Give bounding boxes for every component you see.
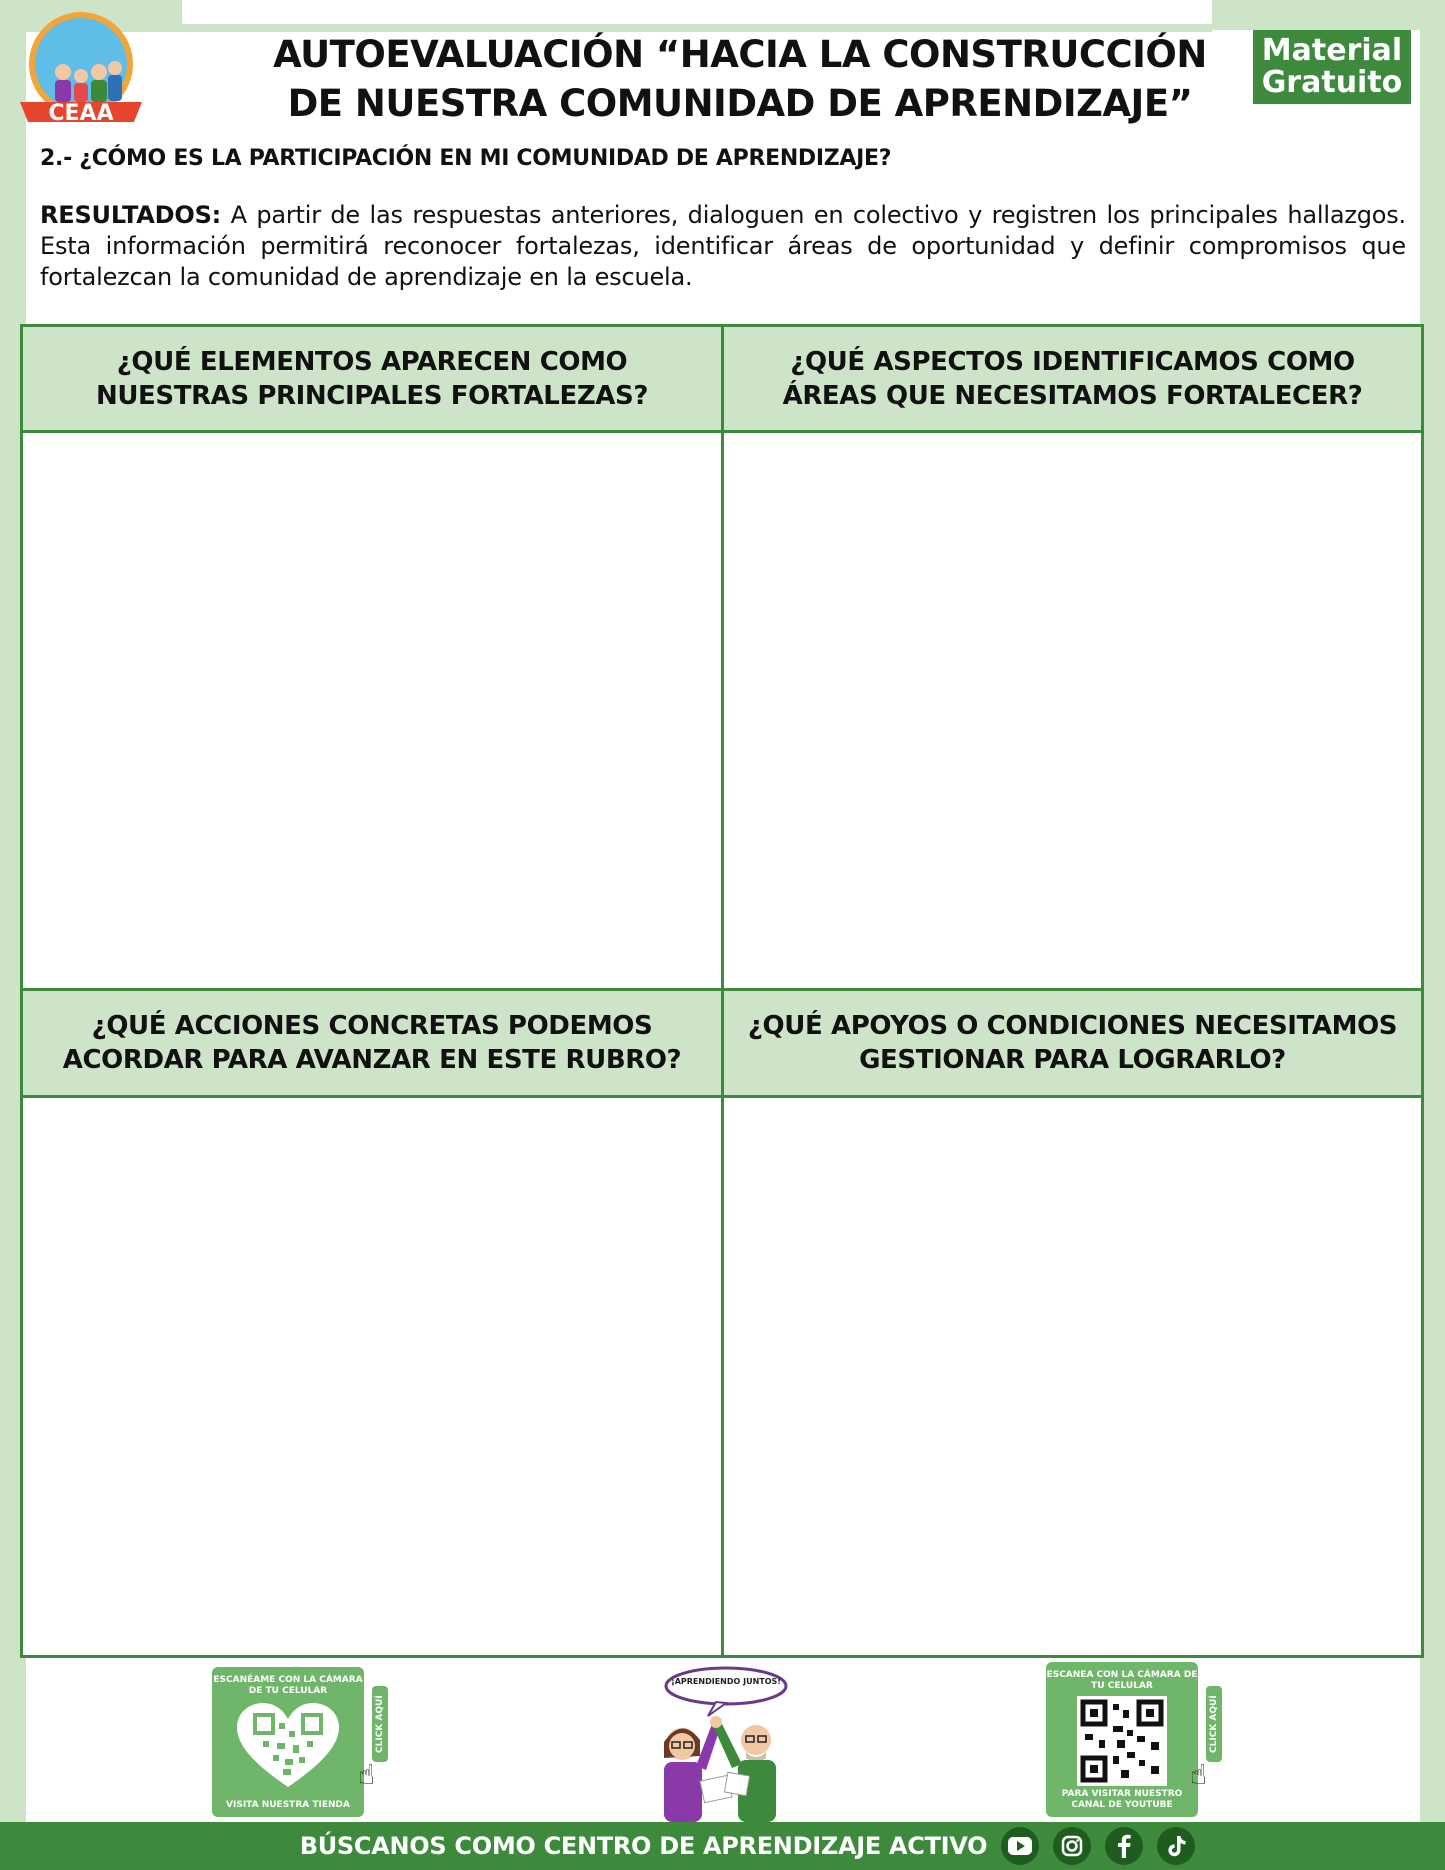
facebook-icon[interactable] [1105,1827,1143,1865]
q1-line-1: ¿QUÉ ELEMENTOS APARECEN COMO [116,346,628,377]
youtube-click-tab[interactable] [1206,1686,1222,1762]
store-qr-card[interactable] [212,1667,364,1817]
section-subtitle: 2.- ¿CÓMO ES LA PARTICIPACIÓN EN MI COMUNIDAD DE APRENDIZAJE? [40,146,892,171]
question-header-areas [724,327,1421,430]
title-line-1: AUTOEVALUACIÓN “HACIA LA CONSTRUCCIÓN [273,33,1207,76]
tiktok-icon[interactable] [1157,1827,1195,1865]
answer-area-actions[interactable] [23,1098,721,1655]
q2-line-1: ¿QUÉ ASPECTOS IDENTIFICAMOS COMO [790,346,1355,377]
answer-area-strengths[interactable] [23,433,721,988]
results-paragraph [40,200,1406,293]
question-header-supports [724,991,1421,1095]
youtube-qr-caption: ESCANEA CON LA CÁMARA DE TU CELULAR [1046,1670,1198,1691]
question-header-actions [23,991,721,1095]
youtube-qr-card[interactable] [1046,1662,1198,1817]
ceaa-logo [18,10,144,126]
page-title [200,30,1280,128]
q4-line-1: ¿QUÉ APOYOS O CONDICIONES NECESITAMOS [747,1011,1398,1041]
click-label: CLICK AQUÍ [375,1695,385,1753]
q4-line-2: GESTIONAR PARA LOGRARLO? [859,1045,1286,1075]
results-label: RESULTADOS: [40,201,222,229]
q3-line-2: ACORDAR PARA AVANZAR EN ESTE RUBRO? [62,1045,682,1075]
answer-area-supports[interactable] [724,1098,1421,1655]
badge-line-2: Gratuito [1261,65,1403,100]
store-qr-footer: VISITA NUESTRA TIENDA [226,1800,350,1810]
question-header-strengths [23,327,721,430]
pointer-hand-icon: ☝ [1190,1758,1208,1791]
title-line-2: DE NUESTRA COMUNIDAD DE APRENDIZAJE” [287,82,1193,125]
youtube-qr-footer: PARA VISITAR NUESTRO CANAL DE YOUTUBE [1061,1789,1183,1810]
pointer-hand-icon: ☝ [358,1758,376,1791]
badge-line-1: Material [1261,33,1403,68]
free-material-badge [1253,30,1411,104]
click-label: CLICK AQUÍ [1209,1695,1219,1753]
logo-text: CEAA [48,101,114,126]
learning-together-illustration [646,1666,792,1822]
q2-line-2: ÁREAS QUE NECESITAMOS FORTALECER? [782,380,1363,411]
answer-area-areas[interactable] [724,433,1421,988]
store-qr-caption: ESCANÉAME CON LA CÁMARA DE TU CELULAR [213,1675,363,1696]
youtube-icon[interactable] [1001,1827,1039,1865]
instagram-icon[interactable] [1053,1827,1091,1865]
footer-bar-text: BÚSCANOS COMO CENTRO DE APRENDIZAJE ACTIVO [299,1832,988,1860]
results-text: A partir de las respuestas anteriores, dialoguen en colectivo y registren los principales hallazgos. Esta información permitirá reconocer fortalezas, identificar áreas de oportunidad y definir compromisos que fortalezcan la comunidad de aprendizaje en la escuela. [40,201,1406,291]
bubble-text: ¡APRENDIENDO JUNTOS! [671,1677,781,1686]
footer-bar [0,1822,1445,1870]
qr-code-icon [1077,1696,1167,1786]
q1-line-2: NUESTRAS PRINCIPALES FORTALEZAS? [95,380,649,411]
heart-qr-code-icon [233,1701,343,1791]
store-click-tab[interactable] [372,1686,388,1762]
column-divider [721,324,724,1658]
frame-decoration [1212,0,1445,30]
q3-line-1: ¿QUÉ ACCIONES CONCRETAS PODEMOS [91,1011,653,1041]
